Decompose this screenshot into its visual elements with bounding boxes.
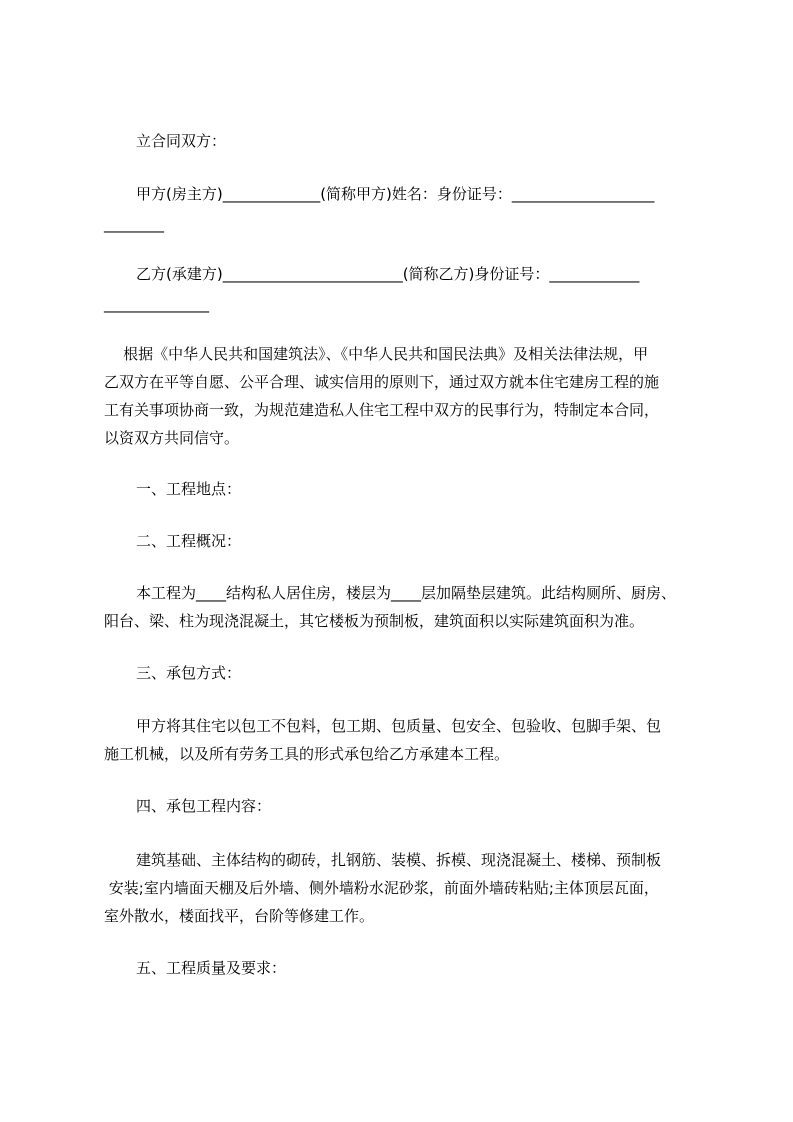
preamble-line: 工有关事项协商一致，为规范建造私人住宅工程中双方的民事行为，特制定本合同， [104, 401, 660, 419]
scope-line: 室外散水，楼面找平，台阶等修建工作。 [104, 907, 375, 925]
section-heading-location: 一、工程地点： [136, 480, 242, 498]
section-heading-scope: 四、承包工程内容： [136, 797, 272, 815]
section-heading-overview: 二、工程概况： [136, 532, 242, 550]
scope-line: 建筑基础、主体结构的砌砖，扎钢筋、装模、拆模、现浇混凝土、楼梯、预制板 [136, 851, 662, 869]
section-heading-quality: 五、工程质量及要求： [136, 959, 287, 977]
scope-line: 安装;室内墙面天棚及后外墙、侧外墙粉水泥砂浆，前面外墙砖粘贴;主体顶层瓦面， [104, 879, 659, 897]
overview-line: 阳台、梁、柱为现浇混凝土，其它楼板为预制板，建筑面积以实际建筑面积为准。 [104, 612, 645, 630]
contract-method-line: 甲方将其住宅以包工不包料，包工期、包质量、包安全、包验收、包脚手架、包 [136, 717, 662, 735]
contract-method-line: 施工机械，以及所有劳务工具的形式承包给乙方承建本工程。 [104, 745, 510, 763]
party-a-line-continued: ________ [104, 215, 164, 233]
party-b-line: 乙方(承建方)________________________(简称乙方)身份证号：____________ [136, 265, 640, 283]
party-a-line: 甲方(房主方)_____________(简称甲方)姓名：身份证号：___________________ [136, 185, 655, 203]
intro-heading: 立合同双方： [136, 132, 227, 150]
preamble-line: 以资双方共同信守。 [104, 429, 240, 447]
preamble-line: 根据《中华人民共和国建筑法》、《中华人民共和国民法典》及相关法律法规，甲 [104, 345, 649, 363]
section-heading-contract-method: 三、承包方式： [136, 664, 242, 682]
preamble-line: 乙双方在平等自愿、公平合理、诚实信用的原则下，通过双方就本住宅建房工程的施 [104, 373, 660, 391]
overview-line: 本工程为____结构私人居住房，楼层为____层加隔垫层建筑。此结构厕所、厨房、 [136, 584, 677, 602]
party-b-line-continued: ______________ [104, 295, 209, 313]
